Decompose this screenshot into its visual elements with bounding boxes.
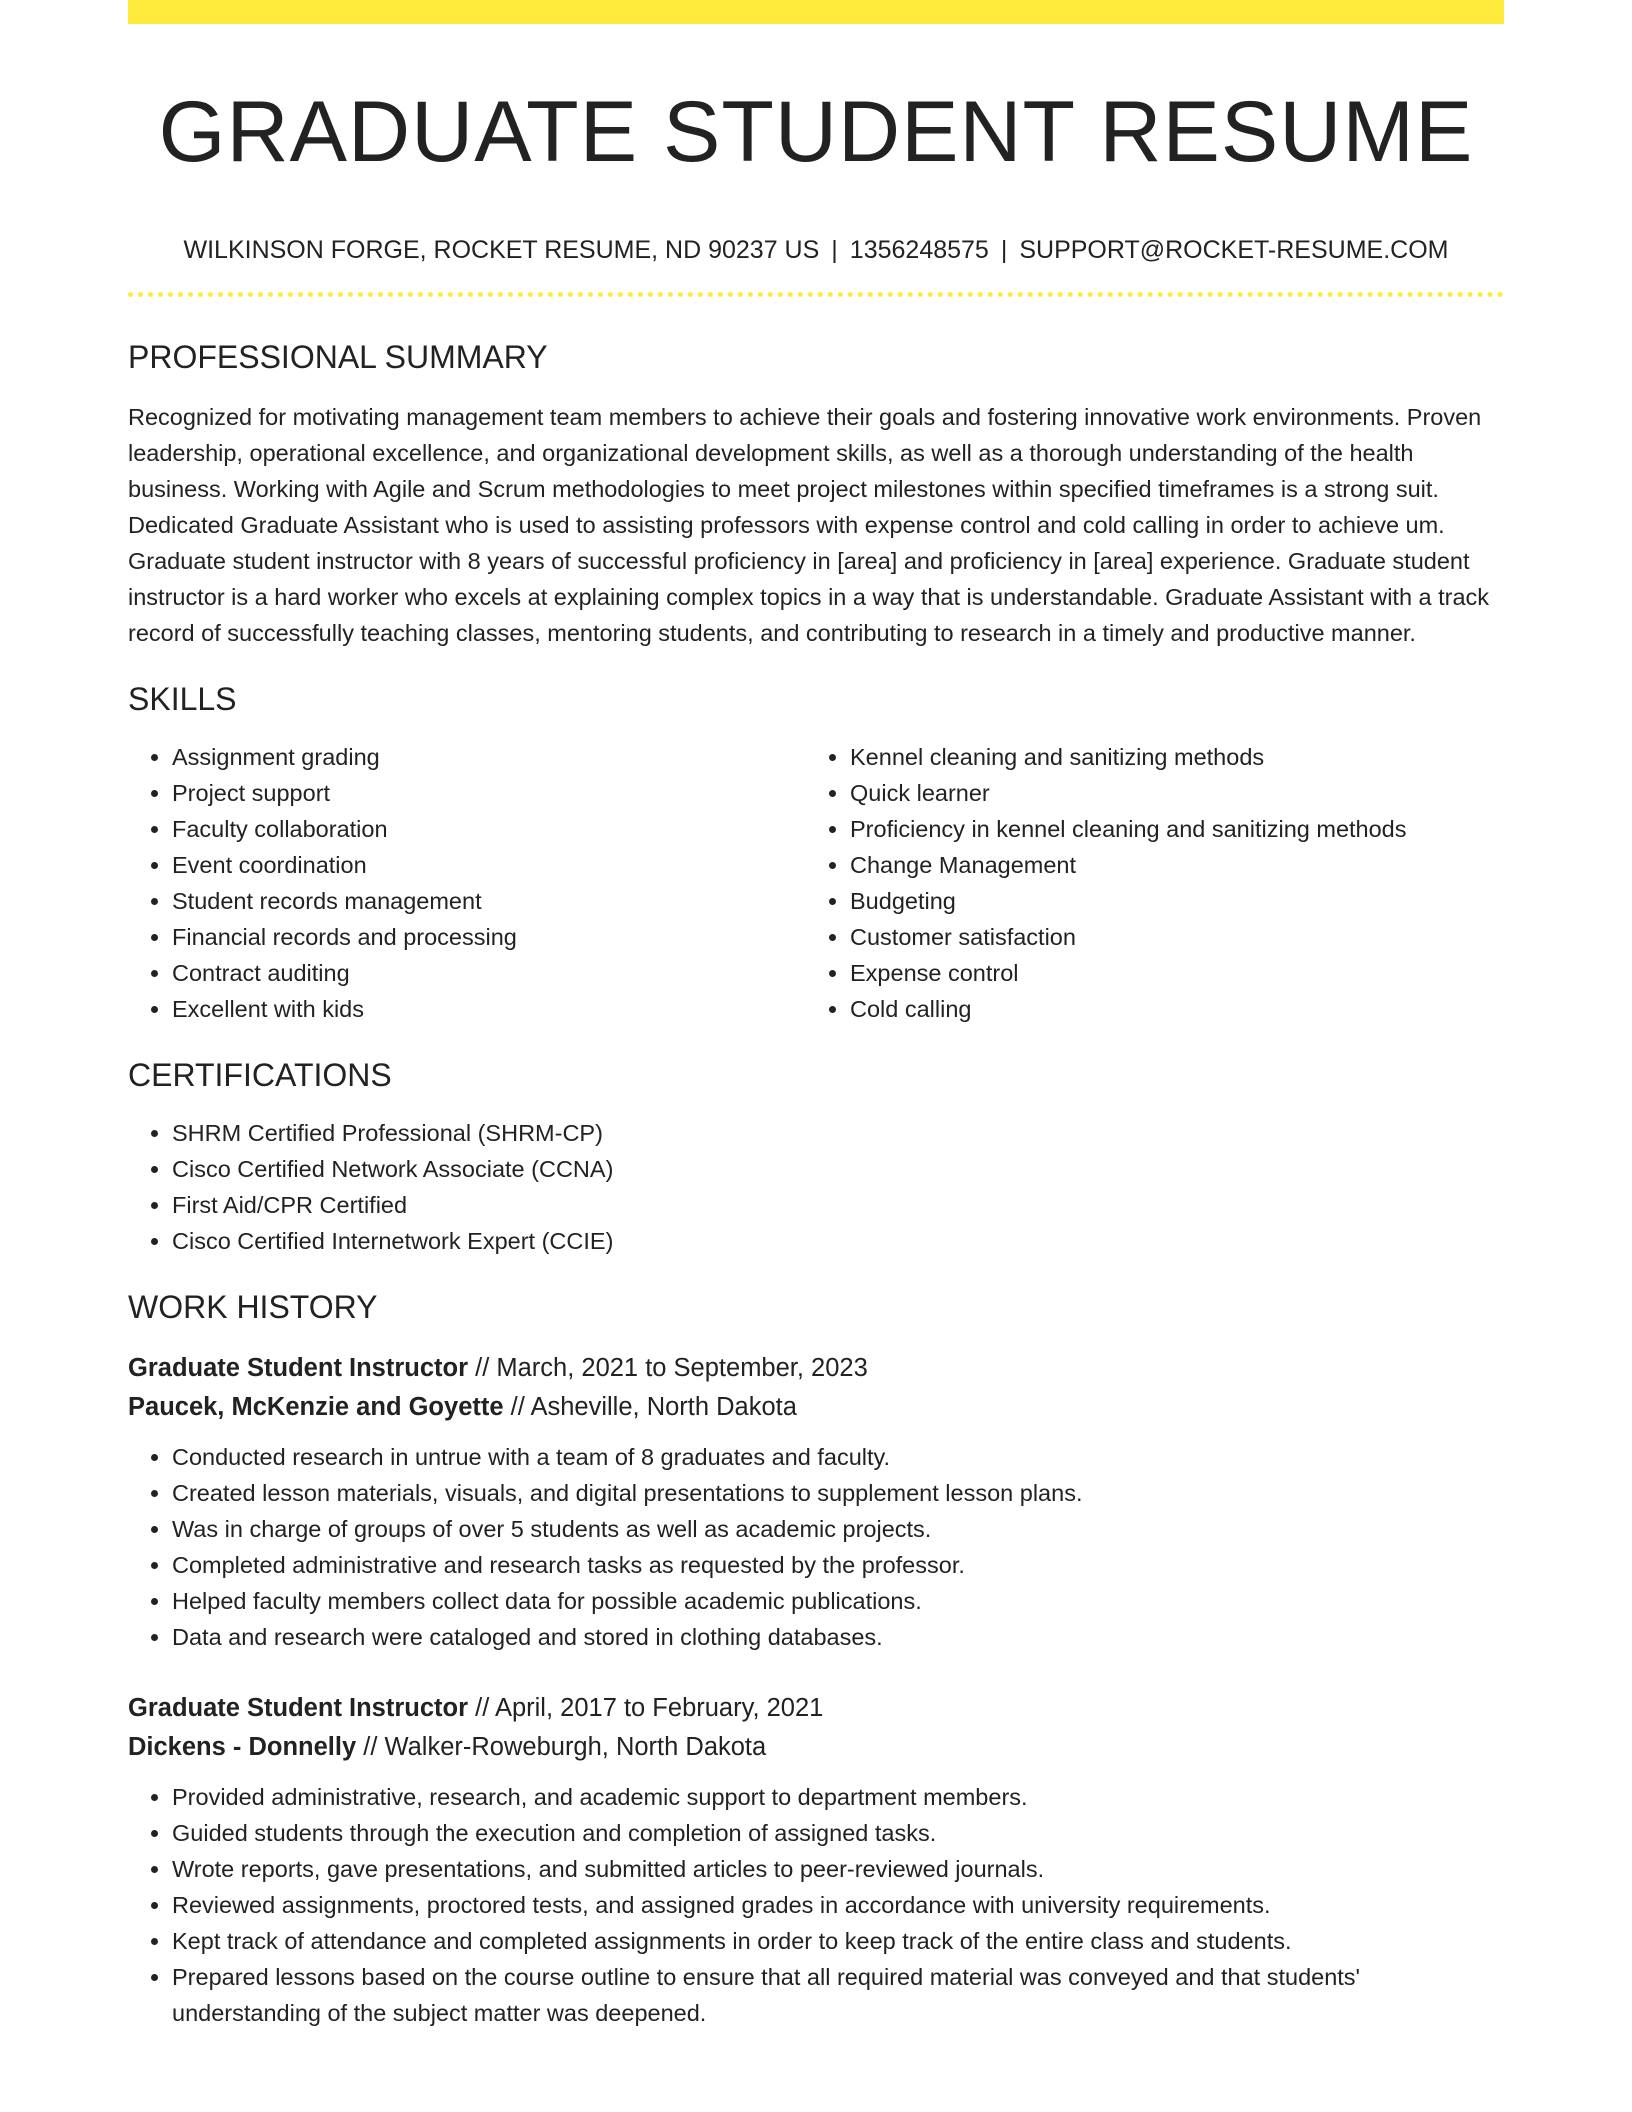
- certifications-heading: CERTIFICATIONS: [128, 1057, 392, 1093]
- skill-item: • Financial records and processing: [172, 919, 806, 955]
- job-duty: • Was in charge of groups of over 5 students as well as academic projects.: [172, 1511, 1504, 1547]
- job-entry: [128, 1349, 1504, 1655]
- job-duty: • Prepared lessons based on the course outline to ensure that all required material was conveyed and that students' understanding of the subject matter was deepened.: [172, 1959, 1504, 2031]
- contact-separator: |: [831, 236, 838, 264]
- resume-page: [128, 0, 1504, 2031]
- job-title: Graduate Student Instructor: [128, 1694, 469, 1722]
- summary-heading: PROFESSIONAL SUMMARY: [128, 339, 548, 375]
- skills-left-column: [128, 739, 806, 1027]
- job-duty: • Completed administrative and research tasks as requested by the professor.: [172, 1547, 1504, 1583]
- job-duty: • Created lesson materials, visuals, and digital presentations to supplement lesson plans.: [172, 1475, 1504, 1511]
- contact-phone: 1356248575: [849, 236, 989, 264]
- job-duty: • Provided administrative, research, and academic support to department members.: [172, 1779, 1504, 1815]
- dotted-divider: [128, 292, 1504, 297]
- job-entry: [128, 1689, 1504, 2031]
- job-duty: • Wrote reports, gave presentations, and submitted articles to peer-reviewed journals.: [172, 1851, 1504, 1887]
- skill-item: • Event coordination: [172, 847, 806, 883]
- contact-line: [128, 232, 1504, 268]
- summary-text: Recognized for motivating management team members to achieve their goals and fostering innovative work environments. Proven leadership, operational excellence, and organizational development skills, as well as a thorough understanding of the health business. Working with Agile and Scrum methodologies to meet project milestones within specified timeframes is a strong suit. Dedicated Graduate Assistant who is used to assisting professors with expense control and cold calling in order to achieve um. Graduate student instructor with 8 years of successful proficiency in [area] and proficiency in [area] experience. Graduate student instructor is a hard worker who excels at explaining complex topics in a way that is understandable. Graduate Assistant with a track record of successfully teaching classes, mentoring students, and contributing to research in a timely and productive manner.: [128, 404, 1490, 646]
- skill-item: • Excellent with kids: [172, 991, 806, 1027]
- skill-item: • Customer satisfaction: [850, 919, 1484, 955]
- contact-address: WILKINSON FORGE, ROCKET RESUME, ND 90237 US: [183, 236, 820, 264]
- skill-item: • Kennel cleaning and sanitizing methods: [850, 739, 1484, 775]
- job-dates: // March, 2021 to September, 2023: [468, 1354, 868, 1382]
- job-duty: • Reviewed assignments, proctored tests, and assigned grades in accordance with university requirements.: [172, 1887, 1504, 1923]
- contact-email: SUPPORT@ROCKET-RESUME.COM: [1019, 236, 1449, 264]
- job-title-line: [128, 1349, 1504, 1388]
- skills-heading: SKILLS: [128, 681, 237, 717]
- skill-item: • Budgeting: [850, 883, 1484, 919]
- accent-top-bar: [128, 0, 1504, 24]
- skill-item: • Cold calling: [850, 991, 1484, 1027]
- job-title-line: [128, 1689, 1504, 1728]
- work-history-heading: WORK HISTORY: [128, 1289, 378, 1325]
- job-company: Paucek, McKenzie and Goyette: [128, 1393, 504, 1421]
- skill-item: • Assignment grading: [172, 739, 806, 775]
- certifications-list: [128, 1115, 1504, 1259]
- skill-item: • Quick learner: [850, 775, 1484, 811]
- contact-separator: |: [1000, 236, 1008, 264]
- skill-item: • Contract auditing: [172, 955, 806, 991]
- job-duty: • Helped faculty members collect data for possible academic publications.: [172, 1583, 1504, 1619]
- skill-item: • Change Management: [850, 847, 1484, 883]
- certification-item: • First Aid/CPR Certified: [172, 1187, 1504, 1223]
- certification-item: • Cisco Certified Internetwork Expert (CCIE): [172, 1223, 1504, 1259]
- certification-item: • SHRM Certified Professional (SHRM-CP): [172, 1115, 1504, 1151]
- resume-title: GRADUATE STUDENT RESUME: [158, 84, 1474, 180]
- skills-columns: [128, 739, 1504, 1027]
- skills-right-column: [806, 739, 1484, 1027]
- job-dates: // April, 2017 to February, 2021: [468, 1694, 824, 1722]
- job-company-line: [128, 1388, 1504, 1427]
- skill-item: • Project support: [172, 775, 806, 811]
- skill-item: • Expense control: [850, 955, 1484, 991]
- skills-list-right: [806, 739, 1484, 1027]
- job-company: Dickens - Donnelly: [128, 1733, 357, 1761]
- job-duty: • Kept track of attendance and completed assignments in order to keep track of the entire class and students.: [172, 1923, 1504, 1959]
- job-location: // Asheville, North Dakota: [503, 1393, 797, 1421]
- job-duty: • Data and research were cataloged and stored in clothing databases.: [172, 1619, 1504, 1655]
- job-location: // Walker-Roweburgh, North Dakota: [356, 1733, 767, 1761]
- job-duty: • Conducted research in untrue with a team of 8 graduates and faculty.: [172, 1439, 1504, 1475]
- skill-item: • Student records management: [172, 883, 806, 919]
- job-company-line: [128, 1728, 1504, 1767]
- skill-item: • Faculty collaboration: [172, 811, 806, 847]
- skill-item: • Proficiency in kennel cleaning and sanitizing methods: [850, 811, 1484, 847]
- certification-item: • Cisco Certified Network Associate (CCNA): [172, 1151, 1504, 1187]
- job-duty: • Guided students through the execution and completion of assigned tasks.: [172, 1815, 1504, 1851]
- job-duties-list: [128, 1439, 1504, 1655]
- job-title: Graduate Student Instructor: [128, 1354, 469, 1382]
- job-duties-list: [128, 1779, 1504, 2031]
- skills-list-left: [128, 739, 806, 1027]
